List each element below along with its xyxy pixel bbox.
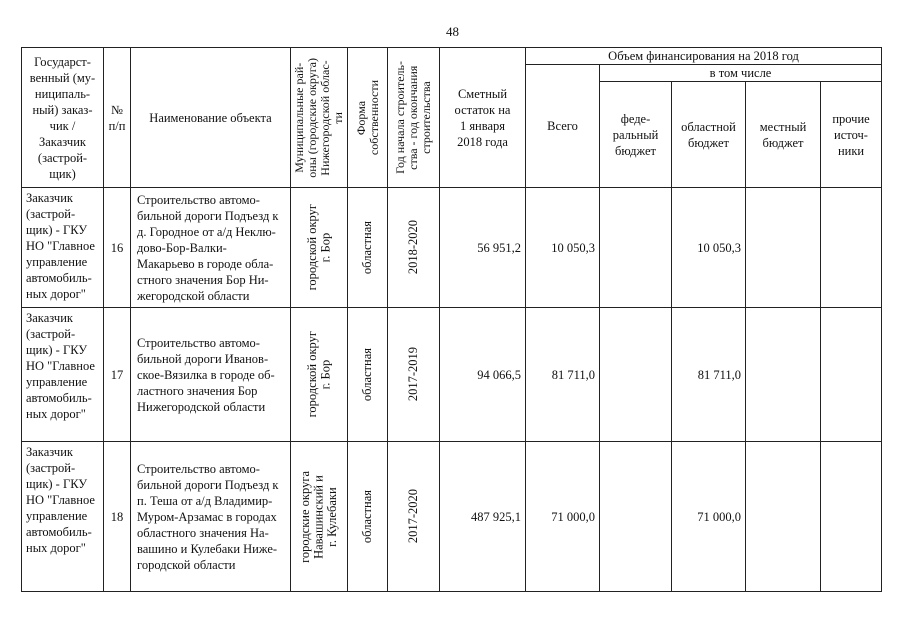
- row-ownership: [348, 308, 388, 442]
- row-local: [746, 442, 821, 592]
- header-local: местный бюджет: [746, 82, 821, 188]
- row-number: 18: [104, 442, 131, 592]
- row-district-label: городской округ г. Бор: [304, 331, 332, 418]
- header-district-label: Муниципальные рай- оны (городские округа) Нижегородской облас- ти: [292, 57, 345, 178]
- header-regional: областной бюджет: [672, 82, 746, 188]
- header-district: [291, 48, 348, 188]
- row-number: 16: [104, 188, 131, 308]
- row-customer: Заказчик (застрой- щик) - ГКУ НО "Главное управление автомобиль- ных дорог": [22, 442, 104, 592]
- row-federal: [600, 308, 672, 442]
- row-district-label: городской округ г. Бор: [304, 204, 332, 291]
- row-district-label: городские округа Навашинский и г. Кулебаки: [297, 470, 339, 563]
- row-years: [388, 308, 440, 442]
- row-regional: 71 000,0: [672, 442, 746, 592]
- row-local: [746, 188, 821, 308]
- row-ownership-label: областная: [359, 347, 374, 402]
- row-other: [821, 308, 882, 442]
- row-other: [821, 442, 882, 592]
- row-district: [291, 308, 348, 442]
- row-federal: [600, 442, 672, 592]
- table-row: [22, 442, 882, 592]
- row-customer: Заказчик (застрой- щик) - ГКУ НО "Главное управление автомобиль- ных дорог": [22, 188, 104, 308]
- header-customer: Государст- венный (му- ниципаль- ный) заказ- чик / Заказчик (застрой- щик): [22, 48, 104, 188]
- row-ownership-label: областная: [359, 220, 374, 275]
- row-years: [388, 442, 440, 592]
- page-number: 48: [446, 24, 459, 39]
- row-years-label: 2017-2019: [405, 347, 420, 402]
- row-object-name: Строительство автомо- бильной дороги Иванов- ское-Вязилка в городе об- ластного значения Бор Нижегородской области: [131, 308, 291, 442]
- row-ownership-label: областная: [359, 489, 374, 544]
- header-ownership-label: Форма собственности: [353, 79, 381, 156]
- header-federal: феде- ральный бюджет: [600, 82, 672, 188]
- row-other: [821, 188, 882, 308]
- row-estimate: 94 066,5: [440, 308, 526, 442]
- row-estimate: 56 951,2: [440, 188, 526, 308]
- row-district: [291, 442, 348, 592]
- row-estimate: 487 925,1: [440, 442, 526, 592]
- row-local: [746, 308, 821, 442]
- row-total: 71 000,0: [526, 442, 600, 592]
- header-including: в том числе: [600, 65, 882, 82]
- row-total: 81 711,0: [526, 308, 600, 442]
- header-ownership: [348, 48, 388, 188]
- header-estimate: Сметный остаток на 1 января 2018 года: [440, 48, 526, 188]
- table-row: [22, 188, 882, 308]
- row-total: 10 050,3: [526, 188, 600, 308]
- row-years-label: 2017-2020: [405, 489, 420, 544]
- row-regional: 10 050,3: [672, 188, 746, 308]
- header-total: Всего: [526, 65, 600, 188]
- row-district: [291, 188, 348, 308]
- financing-table: [21, 47, 882, 592]
- row-years: [388, 188, 440, 308]
- table-row: [22, 308, 882, 442]
- row-ownership: [348, 442, 388, 592]
- header-years-label: Год начала строитель- ства - год окончания строительства: [393, 61, 433, 174]
- header-financing: Объем финансирования на 2018 год: [526, 48, 882, 65]
- header-years: [388, 48, 440, 188]
- header-object-name: Наименование объекта: [131, 48, 291, 188]
- row-years-label: 2018-2020: [405, 220, 420, 275]
- row-number: 17: [104, 308, 131, 442]
- row-object-name: Строительство автомо- бильной дороги Подъезд к п. Теша от а/д Владимир- Муром-Арзамас в городах областного значения На- вашино и Кулебаки Ниже- городской области: [131, 442, 291, 592]
- row-ownership: [348, 188, 388, 308]
- header-number: № п/п: [104, 48, 131, 188]
- row-customer: Заказчик (застрой- щик) - ГКУ НО "Главное управление автомобиль- ных дорог": [22, 308, 104, 442]
- row-federal: [600, 188, 672, 308]
- row-regional: 81 711,0: [672, 308, 746, 442]
- header-other: прочие источ- ники: [821, 82, 882, 188]
- row-object-name: Строительство автомо- бильной дороги Подъезд к д. Городное от а/д Неклю- дово-Бор-Валки- Макарьево в городе обла- стного значения Бор Ни- жегородской области: [131, 188, 291, 308]
